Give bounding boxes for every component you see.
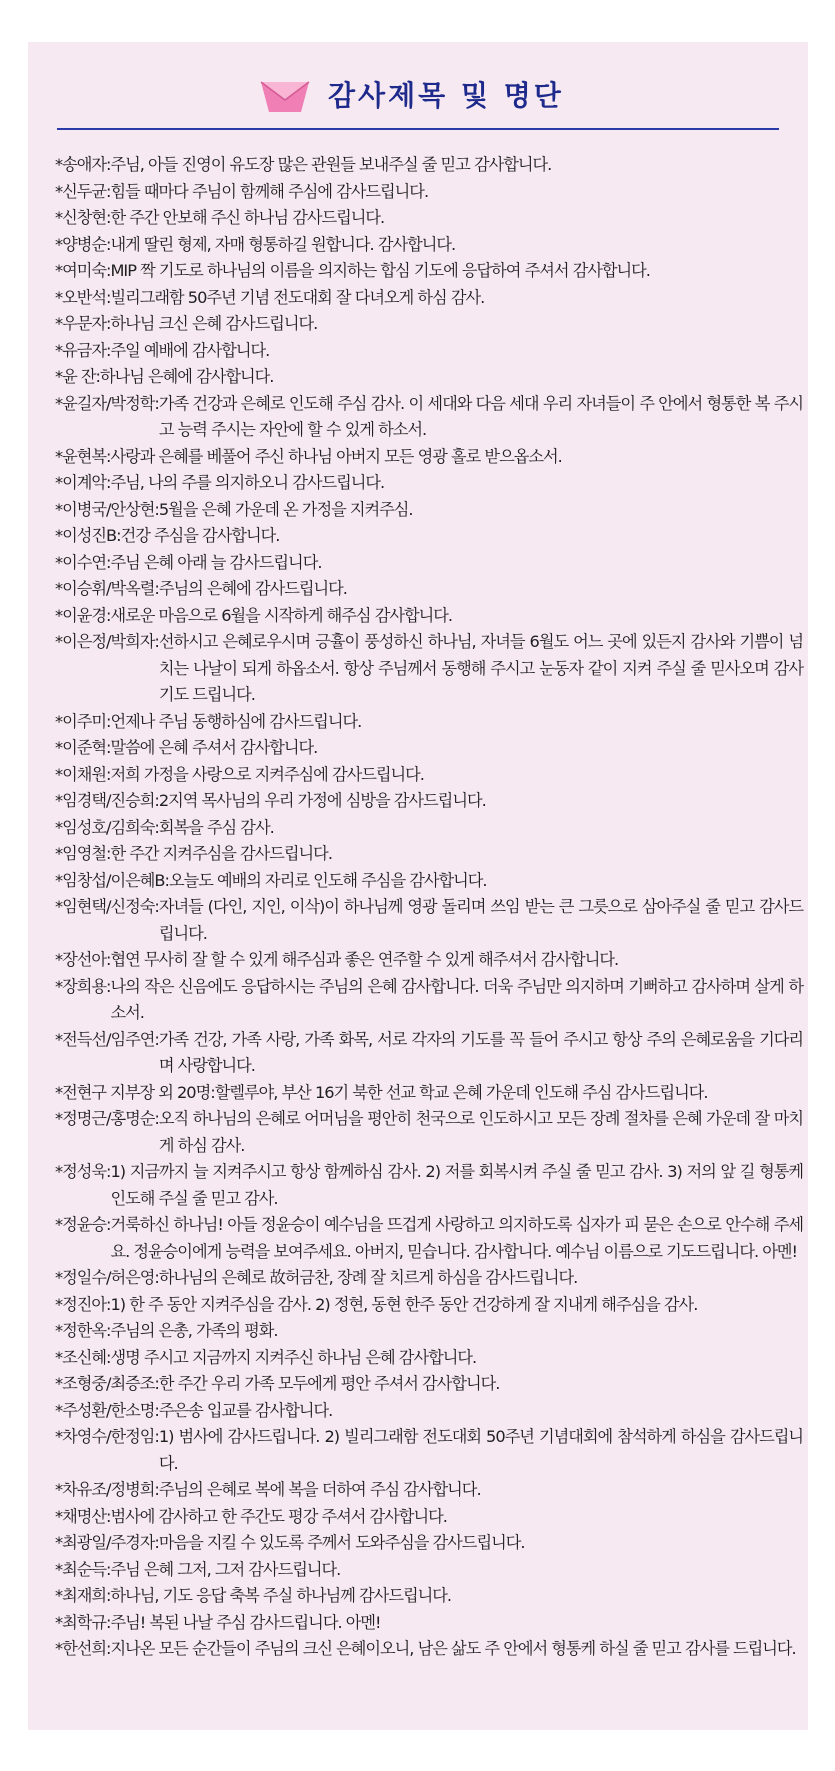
list-item xyxy=(55,1106,805,1159)
entry-name: *유금자: xyxy=(55,340,111,360)
list-item xyxy=(55,1080,805,1107)
list-item xyxy=(55,285,805,312)
entry-text: 선하시고 은혜로우시며 긍휼이 풍성하신 하나님, 자녀들 6월도 어느 곳에 있든지 감사와 기쁨이 넘치는 나날이 되게 하옵소서. 항상 주님께서 동행해 주시고 눈동자 같이 지켜 주실 줄 믿사오며 감사 기도 드립니다. xyxy=(158,632,803,704)
entry-text: 말씀에 은혜 주셔서 감사합니다. xyxy=(110,738,318,757)
entry-name: *이승휘/박옥렬: xyxy=(55,579,159,598)
list-item xyxy=(55,470,805,497)
entry-name: *정진아: xyxy=(55,1294,111,1314)
entry-text: 지나온 모든 순간들이 주님의 크신 은혜이오니, 남은 삶도 주 안에서 형통케 하실 줄 믿고 감사를 드립니다. xyxy=(110,1639,796,1658)
entry-text: 할렐루야, 부산 16기 북한 선교 학교 은혜 가운데 인도해 주심 감사드립니다. xyxy=(214,1082,708,1102)
title-divider xyxy=(57,128,779,130)
list-item xyxy=(55,1398,805,1425)
list-item xyxy=(55,152,805,179)
entry-name: *차유조/정병희: xyxy=(55,1480,159,1499)
entry-name: *차영수/한정임: xyxy=(55,1427,159,1446)
entry-text: 한 주간 안보해 주신 하나님 감사드립니다. xyxy=(110,208,385,227)
entry-name: *윤 잔: xyxy=(55,367,100,386)
entry-text: 주님, 나의 주를 의지하오니 감사드립니다. xyxy=(110,473,385,492)
list-item xyxy=(55,497,805,524)
entry-name: *정윤승: xyxy=(55,1215,111,1234)
list-item xyxy=(55,550,805,577)
entry-name: *이은정/박희자: xyxy=(55,632,159,651)
entry-name: *정성욱: xyxy=(55,1162,111,1181)
entry-text: 주님 은혜 그저, 그저 감사드립니다. xyxy=(110,1559,341,1579)
list-item xyxy=(55,1636,805,1663)
entry-text: 주님의 은혜로 복에 복을 더하여 주심 감사합니다. xyxy=(158,1480,481,1499)
entry-name: *이주미: xyxy=(55,711,111,731)
list-item xyxy=(55,1610,805,1637)
entry-name: *이수연: xyxy=(55,552,111,572)
entry-text: 2지역 목사님의 우리 가정에 심방을 감사드립니다. xyxy=(158,791,486,810)
entry-name: *장희용: xyxy=(55,976,111,996)
entry-name: *이성진B: xyxy=(55,526,121,545)
list-item xyxy=(55,1424,805,1477)
list-item xyxy=(55,974,805,1027)
list-item xyxy=(55,1477,805,1504)
entry-name: *최재희: xyxy=(55,1586,111,1605)
list-item xyxy=(55,1265,805,1292)
list-item xyxy=(55,523,805,550)
list-item xyxy=(55,576,805,603)
prayer-entries xyxy=(55,152,805,1663)
entry-text: 주은송 입교를 감사합니다. xyxy=(158,1400,333,1420)
entry-text: MIP 짝 기도로 하나님의 이름을 의지하는 합심 기도에 응답하여 주셔서 감사합니다. xyxy=(110,261,650,280)
list-item xyxy=(55,735,805,762)
list-item xyxy=(55,1027,805,1080)
entry-name: *임경택/진승희: xyxy=(55,791,159,810)
entry-text: 주님의 은혜에 감사드립니다. xyxy=(158,579,347,598)
list-item xyxy=(55,1371,805,1398)
list-item xyxy=(55,894,805,947)
list-item xyxy=(55,258,805,285)
entry-name: *정한옥: xyxy=(55,1321,111,1340)
entry-name: *양병순: xyxy=(55,234,111,254)
entry-text: 언제나 주님 동행하심에 감사드립니다. xyxy=(110,711,362,731)
entry-text: 빌리그래함 50주년 기념 전도대회 잘 다녀오게 하심 감사. xyxy=(110,287,485,307)
list-item xyxy=(55,709,805,736)
list-item xyxy=(55,603,805,630)
list-item xyxy=(55,841,805,868)
list-item xyxy=(55,1318,805,1345)
list-item xyxy=(55,788,805,815)
entry-text: 생명 주시고 지금까지 지켜주신 하나님 은혜 감사합니다. xyxy=(110,1347,477,1367)
entry-name: *최광일/주경자: xyxy=(55,1533,159,1552)
list-item xyxy=(55,762,805,789)
entry-text: 거룩하신 하나님! 아들 정윤승이 예수님을 뜨겁게 사랑하고 의지하도록 십자가 피 묻은 손으로 안수해 주세요. 정윤승이에게 능력을 보여주세요. 아버지, 믿습니다. 감사합니다. 예수님 이름으로 기도드립니다. 아멘! xyxy=(110,1215,803,1261)
entry-name: *이병국/안상현: xyxy=(55,499,159,519)
entry-text: 1) 한 주 동안 지켜주심을 감사. 2) 정현, 동현 한주 동안 건강하게 잘 지내게 해주심을 감사. xyxy=(110,1294,698,1314)
entry-text: 마음을 지킬 수 있도록 주께서 도와주심을 감사드립니다. xyxy=(158,1533,525,1552)
envelope-icon xyxy=(260,80,310,114)
entry-text: 가족 건강과 은혜로 인도해 주심 감사. 이 세대와 다음 세대 우리 자녀들이 주 안에서 형통한 복 주시고 능력 주시는 자안에 할 수 있게 하소서. xyxy=(158,393,803,439)
entry-name: *임성호/김희숙: xyxy=(55,817,159,837)
entry-name: *장선아: xyxy=(55,950,111,969)
entry-name: *윤현복: xyxy=(55,446,111,466)
list-item xyxy=(55,444,805,471)
entry-text: 1) 지금까지 늘 지켜주시고 항상 함께하심 감사. 2) 저를 회복시켜 주실 줄 믿고 감사. 3) 저의 앞 길 형통케 인도해 주실 줄 믿고 감사. xyxy=(110,1162,803,1208)
entry-text: 새로운 마음으로 6월을 시작하게 해주심 감사합니다. xyxy=(110,605,453,625)
entry-name: *오반석: xyxy=(55,287,111,307)
list-item xyxy=(55,232,805,259)
entry-name: *전득선/임주연: xyxy=(55,1029,159,1049)
entry-text: 나의 작은 신음에도 응답하시는 주님의 은혜 감사합니다. 더욱 주님만 의지하며 기뻐하고 감사하며 살게 하소서. xyxy=(110,976,803,1022)
entry-text: 하나님 크신 은혜 감사드립니다. xyxy=(110,314,318,333)
entry-text: 한 주간 우리 가족 모두에게 평안 주셔서 감사합니다. xyxy=(158,1374,500,1393)
list-item xyxy=(55,338,805,365)
list-item xyxy=(55,815,805,842)
entry-text: 협연 무사히 잘 할 수 있게 해주심과 좋은 연주할 수 있게 해주셔서 감사합니다. xyxy=(110,950,619,969)
entry-name: *이채원: xyxy=(55,764,111,784)
entry-text: 오늘도 예배의 자리로 인도해 주심을 감사합니다. xyxy=(168,870,487,890)
entry-name: *한선희: xyxy=(55,1639,111,1658)
list-item xyxy=(55,391,805,444)
list-item xyxy=(55,947,805,974)
entry-text: 건강 주심을 감사합니다. xyxy=(120,526,280,545)
entry-name: *정명근/홍명순: xyxy=(55,1109,159,1128)
entry-name: *윤길자/박정학: xyxy=(55,393,159,413)
entry-name: *우문자: xyxy=(55,314,111,333)
list-item xyxy=(55,1292,805,1319)
list-item xyxy=(55,311,805,338)
entry-text: 주일 예배에 감사합니다. xyxy=(110,340,270,360)
entry-text: 사랑과 은혜를 베풀어 주신 하나님 아버지 모든 영광 홀로 받으옵소서. xyxy=(110,446,562,466)
entry-text: 주님, 아들 진영이 유도장 많은 관원들 보내주실 줄 믿고 감사합니다. xyxy=(110,155,552,174)
page-title: 감사제목 및 명단 xyxy=(328,79,564,112)
entry-name: *최학규: xyxy=(55,1612,111,1632)
entry-name: *전현구 지부장 외 20명: xyxy=(55,1082,215,1102)
entry-text: 주님의 은총, 가족의 평화. xyxy=(110,1321,278,1340)
list-item xyxy=(55,1345,805,1372)
list-item xyxy=(55,205,805,232)
entry-name: *임창섭/이은혜B: xyxy=(55,870,169,890)
prayer-list-panel xyxy=(28,42,808,1730)
entry-name: *정일수/허은영: xyxy=(55,1268,159,1287)
entry-name: *주성환/한소명: xyxy=(55,1400,159,1420)
entry-text: 하나님 은혜에 감사합니다. xyxy=(99,367,274,386)
entry-text: 자녀들 (다인, 지인, 이삭)이 하나님께 영광 돌리며 쓰임 받는 큰 그릇으로 삼아주실 줄 믿고 감사드립니다. xyxy=(158,897,803,943)
entry-name: *이준혁: xyxy=(55,738,111,757)
list-item xyxy=(55,364,805,391)
entry-text: 하나님, 기도 응답 축복 주실 하나님께 감사드립니다. xyxy=(110,1586,452,1605)
entry-text: 5월을 은혜 가운데 온 가정을 지켜주심. xyxy=(158,499,413,519)
entry-name: *신두균: xyxy=(55,181,111,201)
entry-name: *채명산: xyxy=(55,1506,111,1526)
list-item xyxy=(55,629,805,709)
entry-name: *이윤경: xyxy=(55,605,111,625)
entry-text: 가족 건강, 가족 사랑, 가족 화목, 서로 각자의 기도를 꼭 들어 주시고 항상 주의 은혜로움을 기다리며 사랑합니다. xyxy=(158,1029,803,1075)
entry-name: *조신혜: xyxy=(55,1347,111,1367)
entry-text: 내게 딸린 형제, 자매 형통하길 원합니다. 감사합니다. xyxy=(110,234,456,254)
list-item xyxy=(55,1530,805,1557)
entry-name: *최순득: xyxy=(55,1559,111,1579)
entry-name: *이계악: xyxy=(55,473,111,492)
entry-text: 하나님의 은혜로 故허금찬, 장례 잘 치르게 하심을 감사드립니다. xyxy=(158,1268,578,1287)
entry-name: *신창현: xyxy=(55,208,111,227)
list-item xyxy=(55,1557,805,1584)
list-item xyxy=(55,179,805,206)
entry-text: 저희 가정을 사랑으로 지켜주심에 감사드립니다. xyxy=(110,764,424,784)
entry-text: 주님 은혜 아래 늘 감사드립니다. xyxy=(110,552,322,572)
entry-name: *임현택/신정숙: xyxy=(55,897,159,916)
entry-name: *임영철: xyxy=(55,844,111,863)
entry-text: 범사에 감사하고 한 주간도 평강 주셔서 감사합니다. xyxy=(110,1506,447,1526)
entry-text: 주님! 복된 나날 주심 감사드립니다. 아멘! xyxy=(110,1612,381,1632)
header xyxy=(28,70,808,116)
entry-text: 오직 하나님의 은혜로 어머님을 평안히 천국으로 인도하시고 모든 장례 절차를 은혜 가운데 잘 마치게 하심 감사. xyxy=(158,1109,803,1155)
list-item xyxy=(55,868,805,895)
entry-name: *여미숙: xyxy=(55,261,111,280)
entry-name: *조형중/최증조: xyxy=(55,1374,159,1393)
list-item xyxy=(55,1159,805,1212)
entry-text: 한 주간 지켜주심을 감사드립니다. xyxy=(110,844,332,863)
list-item xyxy=(55,1212,805,1265)
entry-text: 힘들 때마다 주님이 함께해 주심에 감사드립니다. xyxy=(110,181,429,201)
list-item xyxy=(55,1504,805,1531)
entry-text: 1) 범사에 감사드립니다. 2) 빌리그래함 전도대회 50주년 기념대회에 참석하게 하심을 감사드립니다. xyxy=(158,1427,803,1473)
entry-text: 회복을 주심 감사. xyxy=(158,817,274,837)
entry-name: *송애자: xyxy=(55,155,111,174)
list-item xyxy=(55,1583,805,1610)
